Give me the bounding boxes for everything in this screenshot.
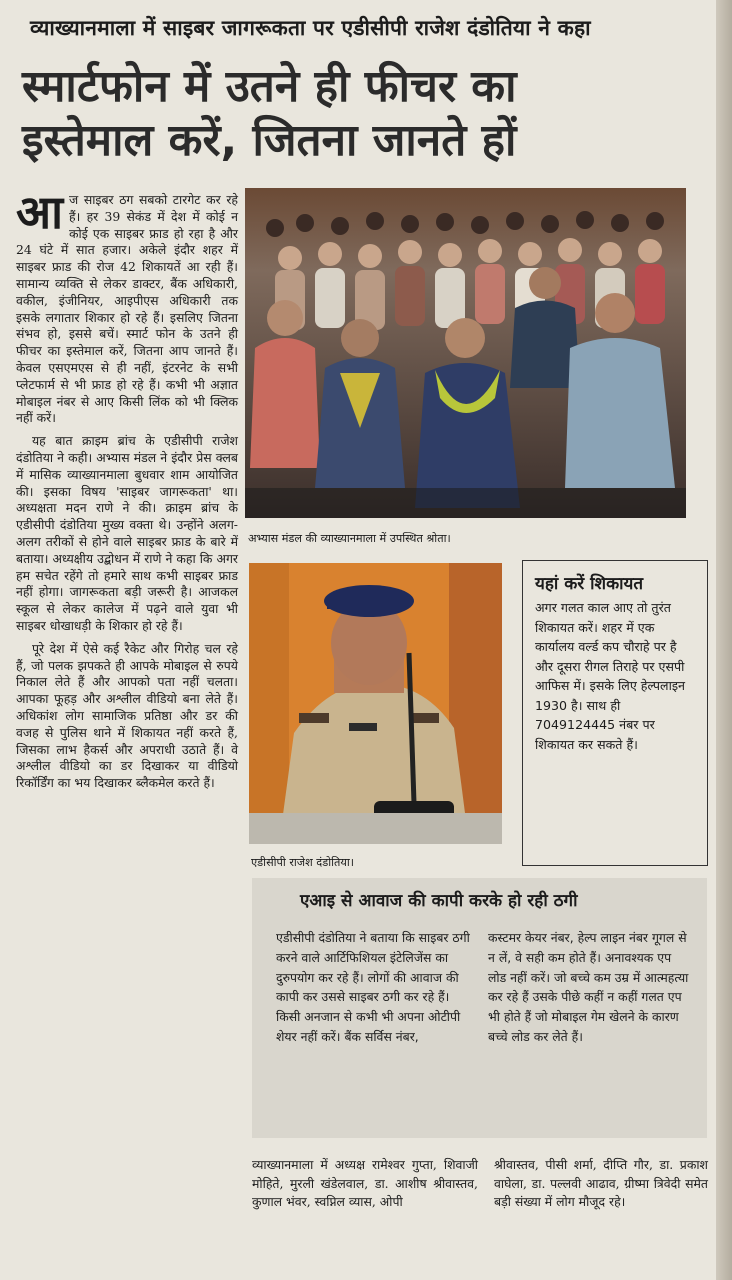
page-edge [716, 0, 732, 1280]
ai-voice-heading: एआइ से आवाज की कापी करके हो रही ठगी [300, 891, 578, 911]
speaker-photo [249, 563, 502, 844]
speaker-photo-art [249, 563, 502, 844]
headline-line-1: स्मार्टफोन में उतने ही फीचर का [22, 61, 517, 112]
audience-photo-art [245, 188, 686, 518]
ai-voice-col-2: कस्टमर केयर नंबर, हेल्प लाइन नंबर गूगल से न लें, वे सही कम होते हैं। अनावश्यक एप लोड नहीं करें। जो बच्चे कम उम्र में आत्महत्या कर रहे हैं उसके पीछे कहीं न कहीं गलत एप भी होते हैं जो मोबाइल गेम खेलने के कारण बच्चे लोड कर लेते हैं। [488, 930, 689, 1044]
article-headline [22, 60, 702, 168]
complaint-box-text: अगर गलत काल आए तो तुरंत शिकायत करें। शहर में एक कार्यालय वर्ल्ड कप चौराहे पर है और दूसरा रीगल तिराहे पर एसपी आफिस में। इसके लिए हेल्पलाइन 1930 है। साथ ही 7049124445 नंबर पर शिकायत कर सकते हैं। [535, 600, 686, 752]
attendees-col-1: व्याख्यानमाला में अध्यक्ष रामेश्वर गुप्ता, शिवाजी मोहिते, मुरली खंडेलवाल, डा. आशीष श्रीवास्तव, कुणाल भंवर, स्वप्निल व्यास, ओपी [252, 1157, 478, 1209]
drop-cap: आ [16, 185, 64, 239]
paragraph-2: यह बात क्राइम ब्रांच के एडीसीपी राजेश दंडोतिया ने कही। अभ्यास मंडल ने इंदौर प्रेस क्लब में मासिक व्याख्यानमाला बुधवार शाम आयोजित की। इसका विषय 'साइबर जागरूकता' था। अध्यक्षता मदन राणे ने की। क्राइम ब्रांच के एडीसीपी दंडोतिया मुख्य वक्ता थे। उन्होंने अलग-अलग तरीकों से होने वाले साइबर फ्राड के बारे में बताया। अध्यक्षीय उद्बोधन में राणे ने कहा कि अगर हम सचेत रहेंगे तो हमारे साथ कभी साइबर फ्राड नहीं होगा। जागरूकता बड़ी जरूरी है। आजकल स्कूल से लेकर कालेज में पढ़ने वाले युवा भी साइबर धोखाधड़ी के शिकार हो रहे हैं। [16, 433, 238, 633]
speaker-photo-caption: एडीसीपी राजेश दंडोतिया। [251, 856, 355, 869]
ai-voice-col-1: एडीसीपी दंडोतिया ने बताया कि साइबर ठगी करने वाले आर्टिफिशियल इंटेलिजेंस का दुरुपयोग कर रहे हैं। लोगों की आवाज की कापी कर उससे साइबर ठगी कर रहे हैं। किसी अनजान से कभी भी अपना ओटीपी शेयर नहीं करें। बैंक सर्विस नंबर, [276, 930, 470, 1044]
complaint-box [522, 560, 708, 866]
paragraph-1-text: ज साइबर ठग सबको टारगेट कर रहे हैं। हर 39 सेकंड में देश में कोई न कोई एक साइबर फ्राड हो रहा है और 24 घंटे में सात हजार। अकेले इंदौर शहर में साइबर फ्राड की रोज 42 शिकायतें आ रही हैं। सामान्य व्यक्ति से लेकर डाक्टर, बैंक अधिकारी, वकील, इंजीनियर, आइपीएस अधिकारी तक इसके लगातार शिकार हो रहे हैं। इसलिए जितना संभव हो, इससे बचें। स्मार्ट फोन के उतने ही फीचर का इस्तेमाल करें, जितना आप जानते हैं। केवल एसएमएस से ही नहीं, इंटरनेट के सभी प्लेटफार्म से भी फ्राड हो रहे हैं। कभी भी अज्ञात मोबाइल नंबर से आए किसी लिंक को भी क्लिक नहीं करें। [16, 192, 238, 426]
paragraph-1 [16, 185, 238, 427]
article-body-left [16, 185, 238, 798]
paragraph-3: पूरे देश में ऐसे कई रैकेट और गिरोह चल रहे हैं, जो पलक झपकते ही आपके मोबाइल से रुपये निकाल लेते हैं और आपको पता नहीं चलता। आपका फूहड़ और अश्लील वीडियो बना लेते हैं। अधिकांश लोग सामाजिक प्रतिष्ठा और डर की वजह से पुलिस थाने में शिकायत नहीं करते हैं, जिसका लाभ हैकर्स और अपराधी उठाते हैं। वे अश्लील वीडियो का डर दिखाकर या वीडियो रिकॉर्डिंग का भय दिखाकर ब्लैकमेल करते हैं। [16, 640, 238, 791]
audience-photo [245, 188, 686, 518]
headline-line-2: इस्तेमाल करें, जितना जानते हों [22, 115, 517, 166]
complaint-box-title: यहां करें शिकायत [535, 574, 644, 594]
audience-photo-caption: अभ्यास मंडल की व्याख्यानमाला में उपस्थित श्रोता। [248, 532, 451, 545]
attendees-col-2: श्रीवास्तव, पीसी शर्मा, दीप्ति गौर, डा. प्रकाश वाघेला, डा. पल्लवी आढाव, ग्रीष्मा त्रिवेदी समेत बड़ी संख्या में लोग मौजूद रहे। [494, 1157, 708, 1209]
article-kicker: व्याख्यानमाला में साइबर जागरूकता पर एडीसीपी राजेश दंडोतिया ने कहा [30, 16, 591, 40]
